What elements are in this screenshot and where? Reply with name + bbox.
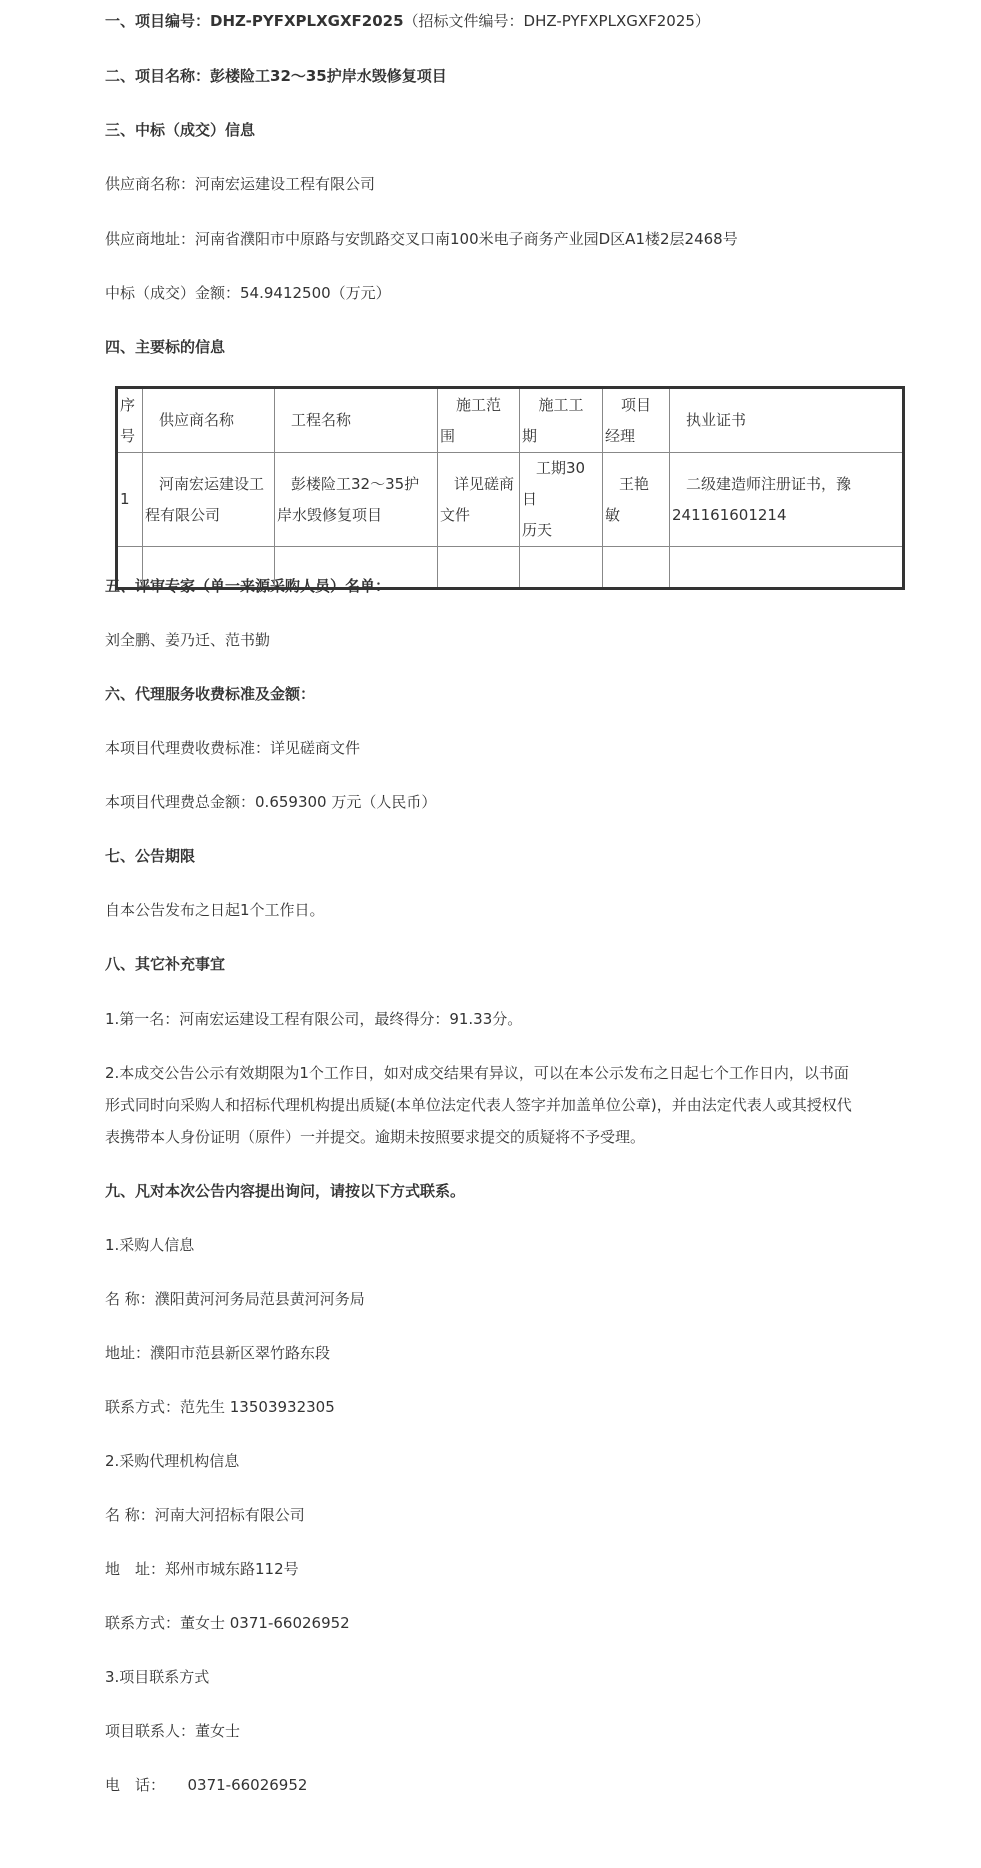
contact-heading: 九、凡对本次公告内容提出询问，请按以下方式联系。 <box>105 1182 466 1200</box>
supplier-address: 供应商地址：河南省濮阳市中原路与安凯路交叉口南100米电子商务产业园D区A1楼2层2468号 <box>105 230 738 248</box>
project-number-line <box>105 10 710 32</box>
project-number-code: DHZ-PYFXPLXGXF2025 <box>210 12 404 30</box>
table-row <box>117 453 904 547</box>
cell-project: 彭楼险工32～35护 岸水毁修复项目 <box>275 453 438 547</box>
project-name-heading: 二、项目名称：彭楼险工32～35护岸水毁修复项目 <box>105 67 447 85</box>
objection-notice-line-2: 形式同时向采购人和招标代理机构提出质疑(本单位法定代表人签字并加盖单位公章)，并由法定代表人或其授权代 <box>105 1096 852 1114</box>
cell-cert: 二级建造师注册证书，豫 241161601214 <box>670 453 904 547</box>
award-amount: 中标（成交）金额：54.9412500（万元） <box>105 284 391 302</box>
objection-notice-line-1: 2.本成交公告公示有效期限为1个工作日，如对成交结果有异议，可以在本公示发布之日起七个工作日内，以书面 <box>105 1064 849 1082</box>
buyer-info-title: 1.采购人信息 <box>105 1236 195 1254</box>
header-manager: 项目 经理 <box>603 388 670 453</box>
project-contact-person: 项目联系人：董女士 <box>105 1722 241 1740</box>
cell-scope: 详见磋商 文件 <box>438 453 520 547</box>
experts-heading: 五、评审专家（单一来源采购人员）名单： <box>105 577 391 595</box>
objection-notice-line-3: 表携带本人身份证明（原件）一并提交。逾期未按照要求提交的质疑将不予受理。 <box>105 1128 646 1146</box>
header-scope: 施工范 围 <box>438 388 520 453</box>
header-cert: 执业证书 <box>670 388 904 453</box>
other-matters-heading: 八、其它补充事宜 <box>105 955 226 973</box>
agency-fee-standard: 本项目代理费收费标准：详见磋商文件 <box>105 739 361 757</box>
agency-address: 地 址：郑州市城东路112号 <box>105 1560 299 1578</box>
agency-contact: 联系方式：董女士 0371-66026952 <box>105 1614 350 1632</box>
cell-period: 工期30日 历天 <box>520 453 603 547</box>
main-subject-table <box>115 386 905 590</box>
table-empty-row <box>117 547 904 589</box>
table-header-row <box>117 388 904 453</box>
cell-manager: 王艳 敏 <box>603 453 670 547</box>
notice-period-text: 自本公告发布之日起1个工作日。 <box>105 901 325 919</box>
agency-name: 名 称：河南大河招标有限公司 <box>105 1506 305 1524</box>
header-supplier: 供应商名称 <box>143 388 275 453</box>
header-period: 施工工 期 <box>520 388 603 453</box>
cell-no: 1 <box>117 453 143 547</box>
buyer-contact: 联系方式：范先生 13503932305 <box>105 1398 335 1416</box>
agency-fee-total: 本项目代理费总金额：0.659300 万元（人民币） <box>105 793 437 811</box>
main-subject-heading: 四、主要标的信息 <box>105 338 226 356</box>
header-no: 序 号 <box>117 388 143 453</box>
notice-period-heading: 七、公告期限 <box>105 847 196 865</box>
agency-fee-heading: 六、代理服务收费标准及金额： <box>105 685 316 703</box>
agency-info-title: 2.采购代理机构信息 <box>105 1452 240 1470</box>
header-project: 工程名称 <box>275 388 438 453</box>
supplier-name: 供应商名称：河南宏运建设工程有限公司 <box>105 175 376 193</box>
project-number-label: 一、项目编号： <box>105 12 211 30</box>
buyer-name: 名 称：濮阳黄河河务局范县黄河河务局 <box>105 1290 365 1308</box>
first-place-result: 1.第一名：河南宏运建设工程有限公司，最终得分：91.33分。 <box>105 1010 523 1028</box>
project-contact-title: 3.项目联系方式 <box>105 1668 210 1686</box>
experts-names: 刘全鹏、姜乃迁、范书勤 <box>105 631 271 649</box>
tender-doc-number: （招标文件编号：DHZ-PYFXPLXGXF2025） <box>403 12 710 30</box>
buyer-address: 地址：濮阳市范县新区翠竹路东段 <box>105 1344 331 1362</box>
cell-supplier: 河南宏运建设工 程有限公司 <box>143 453 275 547</box>
award-info-heading: 三、中标（成交）信息 <box>105 121 256 139</box>
project-contact-phone: 电 话： 0371-66026952 <box>105 1776 308 1794</box>
